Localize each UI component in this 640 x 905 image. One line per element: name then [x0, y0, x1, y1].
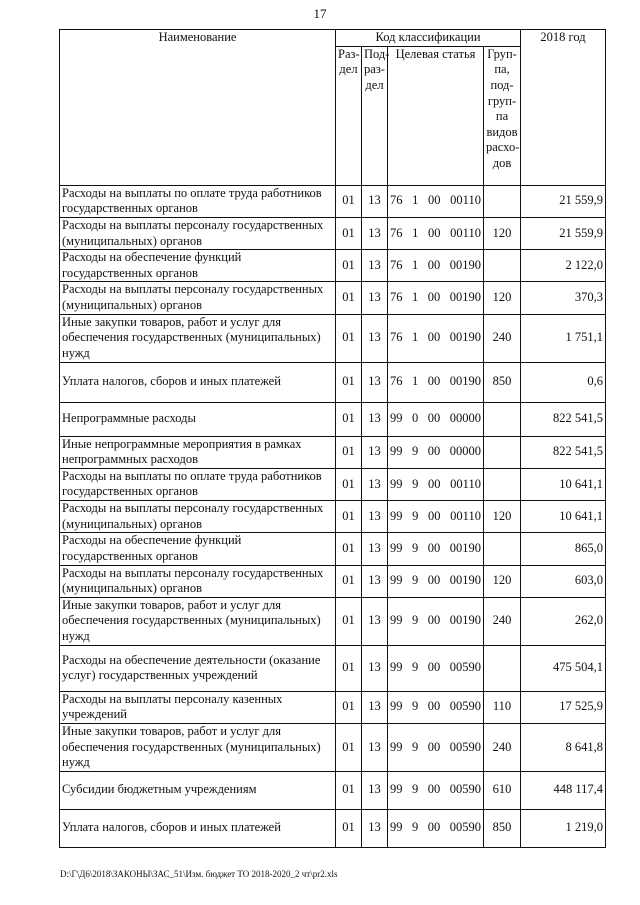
- row-podrazdel: 13: [362, 565, 388, 597]
- row-target-article: [388, 468, 484, 500]
- row-amount: 10 641,1: [521, 468, 606, 500]
- row-target-article: [388, 402, 484, 436]
- target-article-part: 00: [428, 225, 441, 240]
- row-razdel: 01: [336, 250, 362, 282]
- row-target-article: [388, 314, 484, 362]
- row-expense-group: 240: [484, 597, 521, 645]
- row-expense-group: 110: [484, 691, 521, 723]
- table-row: [60, 468, 606, 500]
- target-article-part: 99: [390, 820, 403, 835]
- row-expense-group: [484, 468, 521, 500]
- row-expense-group: 240: [484, 723, 521, 771]
- header-text: дов: [492, 156, 512, 170]
- row-razdel: 01: [336, 533, 362, 565]
- row-razdel: 01: [336, 468, 362, 500]
- target-article-part: 00: [428, 476, 441, 491]
- row-podrazdel: 13: [362, 468, 388, 500]
- table-row: [60, 533, 606, 565]
- row-name: Уплата налогов, сборов и иных платежей: [60, 809, 336, 847]
- row-amount: 10 641,1: [521, 501, 606, 533]
- row-podrazdel: 13: [362, 597, 388, 645]
- target-article-part: 9: [412, 508, 419, 523]
- row-expense-group: 120: [484, 501, 521, 533]
- target-article-part: 00: [427, 541, 441, 556]
- row-name: Иные закупки товаров, работ и услуг для обеспечения государственных (муниципальных) нужд: [60, 597, 336, 645]
- target-article-part: 99: [390, 508, 403, 523]
- row-expense-group: 120: [484, 282, 521, 314]
- column-header-year: 2018 год: [521, 30, 606, 186]
- row-razdel: 01: [336, 314, 362, 362]
- row-amount: 21 559,9: [521, 185, 606, 217]
- target-article-part: 00110: [450, 476, 481, 491]
- target-article-part: 99: [390, 573, 403, 588]
- target-article-part: 76: [390, 193, 403, 208]
- target-article-part: 99: [390, 699, 403, 714]
- row-target-article: [388, 565, 484, 597]
- table-row: [60, 723, 606, 771]
- target-article-part: 76: [390, 225, 403, 240]
- row-target-article: [388, 809, 484, 847]
- target-article-part: 00190: [449, 541, 481, 556]
- file-path-footer: D:\Г\Д6\2018\ЗАКОНЫ\ЗАС_51\Изм. бюджет ТО 2018-2020_2 чт\рr2.xls: [60, 869, 338, 879]
- row-razdel: 01: [336, 565, 362, 597]
- target-article-part: 00000: [449, 411, 481, 426]
- row-target-article: [388, 771, 484, 809]
- row-name: Непрограммные расходы: [60, 402, 336, 436]
- target-article-part: 9: [412, 541, 419, 556]
- table-row: [60, 436, 606, 468]
- row-expense-group: 850: [484, 362, 521, 402]
- target-article-part: 99: [390, 660, 403, 675]
- row-razdel: 01: [336, 691, 362, 723]
- row-name: Расходы на выплаты персоналу государственных (муниципальных) органов: [60, 282, 336, 314]
- row-target-article: [388, 250, 484, 282]
- target-article-part: 00110: [450, 508, 481, 523]
- row-amount: 448 117,4: [521, 771, 606, 809]
- target-article-part: 99: [390, 613, 403, 628]
- target-article-part: 99: [390, 444, 403, 459]
- table-row: [60, 501, 606, 533]
- target-article-part: 00: [427, 257, 441, 272]
- table-row: [60, 771, 606, 809]
- target-article-part: 00: [427, 820, 441, 835]
- target-article-part: 1: [412, 193, 419, 208]
- row-razdel: 01: [336, 185, 362, 217]
- header-text: под-: [490, 77, 514, 92]
- target-article-part: 9: [412, 444, 419, 459]
- target-article-parts: [390, 444, 481, 460]
- target-article-part: 00190: [449, 613, 481, 628]
- row-podrazdel: 13: [362, 501, 388, 533]
- target-article-parts: [390, 509, 481, 525]
- target-article-parts: [390, 541, 481, 557]
- row-podrazdel: 13: [362, 185, 388, 217]
- row-expense-group: 850: [484, 809, 521, 847]
- target-article-part: 00590: [449, 820, 481, 835]
- row-expense-group: 120: [484, 217, 521, 249]
- target-article-part: 76: [390, 330, 403, 345]
- target-article-part: 00590: [449, 782, 481, 797]
- header-text: Под-: [364, 46, 390, 61]
- row-podrazdel: 13: [362, 809, 388, 847]
- table-body: [60, 185, 606, 847]
- target-article-part: 00: [427, 444, 441, 459]
- header-text: Раз-: [338, 46, 360, 61]
- header-text: видов: [486, 124, 518, 139]
- target-article-part: 99: [390, 411, 403, 426]
- target-article-part: 00: [427, 411, 441, 426]
- row-amount: 1 219,0: [521, 809, 606, 847]
- target-article-part: 00: [427, 573, 441, 588]
- table-row: [60, 809, 606, 847]
- row-target-article: [388, 282, 484, 314]
- table-row: [60, 565, 606, 597]
- row-expense-group: 240: [484, 314, 521, 362]
- target-article-part: 99: [390, 476, 403, 491]
- table-row: [60, 282, 606, 314]
- row-name: Уплата налогов, сборов и иных платежей: [60, 362, 336, 402]
- row-target-article: [388, 185, 484, 217]
- row-expense-group: [484, 250, 521, 282]
- row-amount: 475 504,1: [521, 645, 606, 691]
- row-amount: 17 525,9: [521, 691, 606, 723]
- target-article-part: 0: [412, 411, 419, 426]
- row-amount: 0,6: [521, 362, 606, 402]
- target-article-part: 76: [390, 257, 403, 272]
- row-expense-group: [484, 436, 521, 468]
- target-article-part: 00110: [450, 193, 481, 208]
- target-article-part: 1: [412, 257, 419, 272]
- target-article-parts: [390, 573, 481, 589]
- row-name: Расходы на выплаты по оплате труда работников государственных органов: [60, 185, 336, 217]
- column-header-code: Код классификации: [336, 30, 521, 47]
- row-razdel: 01: [336, 723, 362, 771]
- table-row: [60, 362, 606, 402]
- row-razdel: 01: [336, 436, 362, 468]
- row-podrazdel: 13: [362, 314, 388, 362]
- row-razdel: 01: [336, 597, 362, 645]
- target-article-part: 9: [412, 782, 419, 797]
- target-article-parts: [390, 330, 481, 346]
- row-razdel: 01: [336, 809, 362, 847]
- row-amount: 822 541,5: [521, 436, 606, 468]
- row-podrazdel: 13: [362, 691, 388, 723]
- target-article-part: 00: [427, 330, 441, 345]
- target-article-part: 99: [390, 782, 403, 797]
- budget-table: [59, 29, 606, 848]
- target-article-part: 1: [412, 225, 419, 240]
- header-row-top: [60, 30, 606, 47]
- row-razdel: 01: [336, 645, 362, 691]
- row-target-article: [388, 597, 484, 645]
- row-target-article: [388, 533, 484, 565]
- table-row: [60, 314, 606, 362]
- target-article-parts: [390, 226, 481, 242]
- row-amount: 8 641,8: [521, 723, 606, 771]
- row-expense-group: [484, 645, 521, 691]
- row-amount: 865,0: [521, 533, 606, 565]
- target-article-parts: [390, 258, 481, 274]
- target-article-parts: [390, 290, 481, 306]
- row-amount: 21 559,9: [521, 217, 606, 249]
- row-razdel: 01: [336, 217, 362, 249]
- row-podrazdel: 13: [362, 282, 388, 314]
- table-row: [60, 402, 606, 436]
- row-podrazdel: 13: [362, 436, 388, 468]
- row-target-article: [388, 645, 484, 691]
- target-article-part: 99: [390, 541, 403, 556]
- target-article-part: 9: [412, 699, 419, 714]
- target-article-part: 99: [390, 739, 403, 754]
- header-text: па: [495, 109, 509, 124]
- target-article-part: 9: [412, 613, 419, 628]
- row-target-article: [388, 501, 484, 533]
- target-article-part: 1: [412, 290, 419, 305]
- table-row: [60, 597, 606, 645]
- target-article-part: 00190: [449, 374, 481, 389]
- column-header-group: [484, 46, 521, 185]
- target-article-part: 00: [427, 290, 441, 305]
- row-target-article: [388, 217, 484, 249]
- row-target-article: [388, 691, 484, 723]
- target-article-part: 76: [390, 374, 403, 389]
- row-name: Субсидии бюджетным учреждениям: [60, 771, 336, 809]
- row-name: Расходы на выплаты персоналу государственных (муниципальных) органов: [60, 565, 336, 597]
- target-article-parts: [390, 613, 481, 629]
- target-article-part: 00590: [449, 699, 481, 714]
- header-text: груп-: [487, 93, 517, 108]
- row-expense-group: 610: [484, 771, 521, 809]
- target-article-parts: [390, 782, 481, 798]
- row-podrazdel: 13: [362, 533, 388, 565]
- row-expense-group: 120: [484, 565, 521, 597]
- row-amount: 822 541,5: [521, 402, 606, 436]
- target-article-parts: [390, 193, 481, 209]
- target-article-part: 00190: [449, 257, 481, 272]
- row-target-article: [388, 723, 484, 771]
- target-article-parts: [390, 660, 481, 676]
- row-name: Расходы на выплаты персоналу государственных (муниципальных) органов: [60, 501, 336, 533]
- row-podrazdel: 13: [362, 645, 388, 691]
- target-article-part: 00590: [449, 739, 481, 754]
- row-razdel: 01: [336, 771, 362, 809]
- row-podrazdel: 13: [362, 250, 388, 282]
- target-article-part: 9: [412, 739, 419, 754]
- table-row: [60, 185, 606, 217]
- row-podrazdel: 13: [362, 771, 388, 809]
- row-amount: 1 751,1: [521, 314, 606, 362]
- row-razdel: 01: [336, 282, 362, 314]
- table-row: [60, 691, 606, 723]
- row-amount: 603,0: [521, 565, 606, 597]
- row-podrazdel: 13: [362, 362, 388, 402]
- row-name: Иные закупки товаров, работ и услуг для обеспечения государственных (муниципальных) нужд: [60, 314, 336, 362]
- row-podrazdel: 13: [362, 217, 388, 249]
- target-article-parts: [390, 374, 481, 390]
- target-article-part: 9: [412, 820, 419, 835]
- header-text: расхо-: [486, 140, 520, 155]
- table-row: [60, 250, 606, 282]
- target-article-part: 00: [427, 699, 441, 714]
- target-article-part: 00590: [449, 660, 481, 675]
- target-article-part: 9: [412, 476, 419, 491]
- target-article-part: 00190: [449, 330, 481, 345]
- target-article-part: 1: [412, 330, 419, 345]
- page-number: 17: [313, 6, 327, 21]
- row-name: Иные закупки товаров, работ и услуг для обеспечения государственных (муниципальных) нужд: [60, 723, 336, 771]
- target-article-part: 00: [427, 374, 441, 389]
- target-article-parts: [390, 699, 481, 715]
- target-article-part: 00: [427, 782, 441, 797]
- row-target-article: [388, 436, 484, 468]
- target-article-part: 9: [412, 573, 419, 588]
- row-name: Расходы на обеспечение функций государственных органов: [60, 533, 336, 565]
- target-article-parts: [390, 477, 481, 493]
- header-text: Груп-: [487, 46, 517, 61]
- row-amount: 2 122,0: [521, 250, 606, 282]
- column-header-podrazdel: [362, 46, 388, 185]
- row-name: Расходы на обеспечение функций государственных органов: [60, 250, 336, 282]
- column-header-name: Наименование: [60, 30, 336, 186]
- row-razdel: 01: [336, 362, 362, 402]
- target-article-part: 00: [427, 613, 441, 628]
- header-text: дел: [339, 62, 358, 77]
- row-expense-group: [484, 185, 521, 217]
- header-text: па,: [494, 62, 510, 77]
- target-article-part: 9: [412, 660, 419, 675]
- target-article-parts: [390, 740, 481, 756]
- row-podrazdel: 13: [362, 402, 388, 436]
- row-razdel: 01: [336, 402, 362, 436]
- header-text: раз-: [364, 62, 385, 77]
- target-article-parts: [390, 411, 481, 427]
- target-article-part: 00190: [449, 573, 481, 588]
- row-podrazdel: 13: [362, 723, 388, 771]
- table-row: [60, 217, 606, 249]
- table-row: [60, 645, 606, 691]
- target-article-part: 00000: [449, 444, 481, 459]
- row-name: Расходы на обеспечение деятельности (оказание услуг) государственных учреждений: [60, 645, 336, 691]
- row-razdel: 01: [336, 501, 362, 533]
- target-article-part: 76: [390, 290, 403, 305]
- row-amount: 370,3: [521, 282, 606, 314]
- target-article-part: 00: [428, 193, 441, 208]
- column-header-target: Целевая статья: [388, 46, 484, 185]
- row-name: Расходы на выплаты персоналу казенных учреждений: [60, 691, 336, 723]
- target-article-part: 1: [412, 374, 419, 389]
- row-amount: 262,0: [521, 597, 606, 645]
- row-name: Расходы на выплаты персоналу государственных (муниципальных) органов: [60, 217, 336, 249]
- row-expense-group: [484, 533, 521, 565]
- target-article-part: 00190: [449, 290, 481, 305]
- target-article-part: 00: [427, 660, 441, 675]
- target-article-parts: [390, 820, 481, 836]
- row-name: Расходы на выплаты по оплате труда работников государственных органов: [60, 468, 336, 500]
- target-article-part: 00: [428, 508, 441, 523]
- row-target-article: [388, 362, 484, 402]
- row-expense-group: [484, 402, 521, 436]
- column-header-razdel: [336, 46, 362, 185]
- target-article-part: 00110: [450, 225, 481, 240]
- header-text: дел: [365, 77, 384, 92]
- row-name: Иные непрограммные мероприятия в рамках непрограммных расходов: [60, 436, 336, 468]
- target-article-part: 00: [427, 739, 441, 754]
